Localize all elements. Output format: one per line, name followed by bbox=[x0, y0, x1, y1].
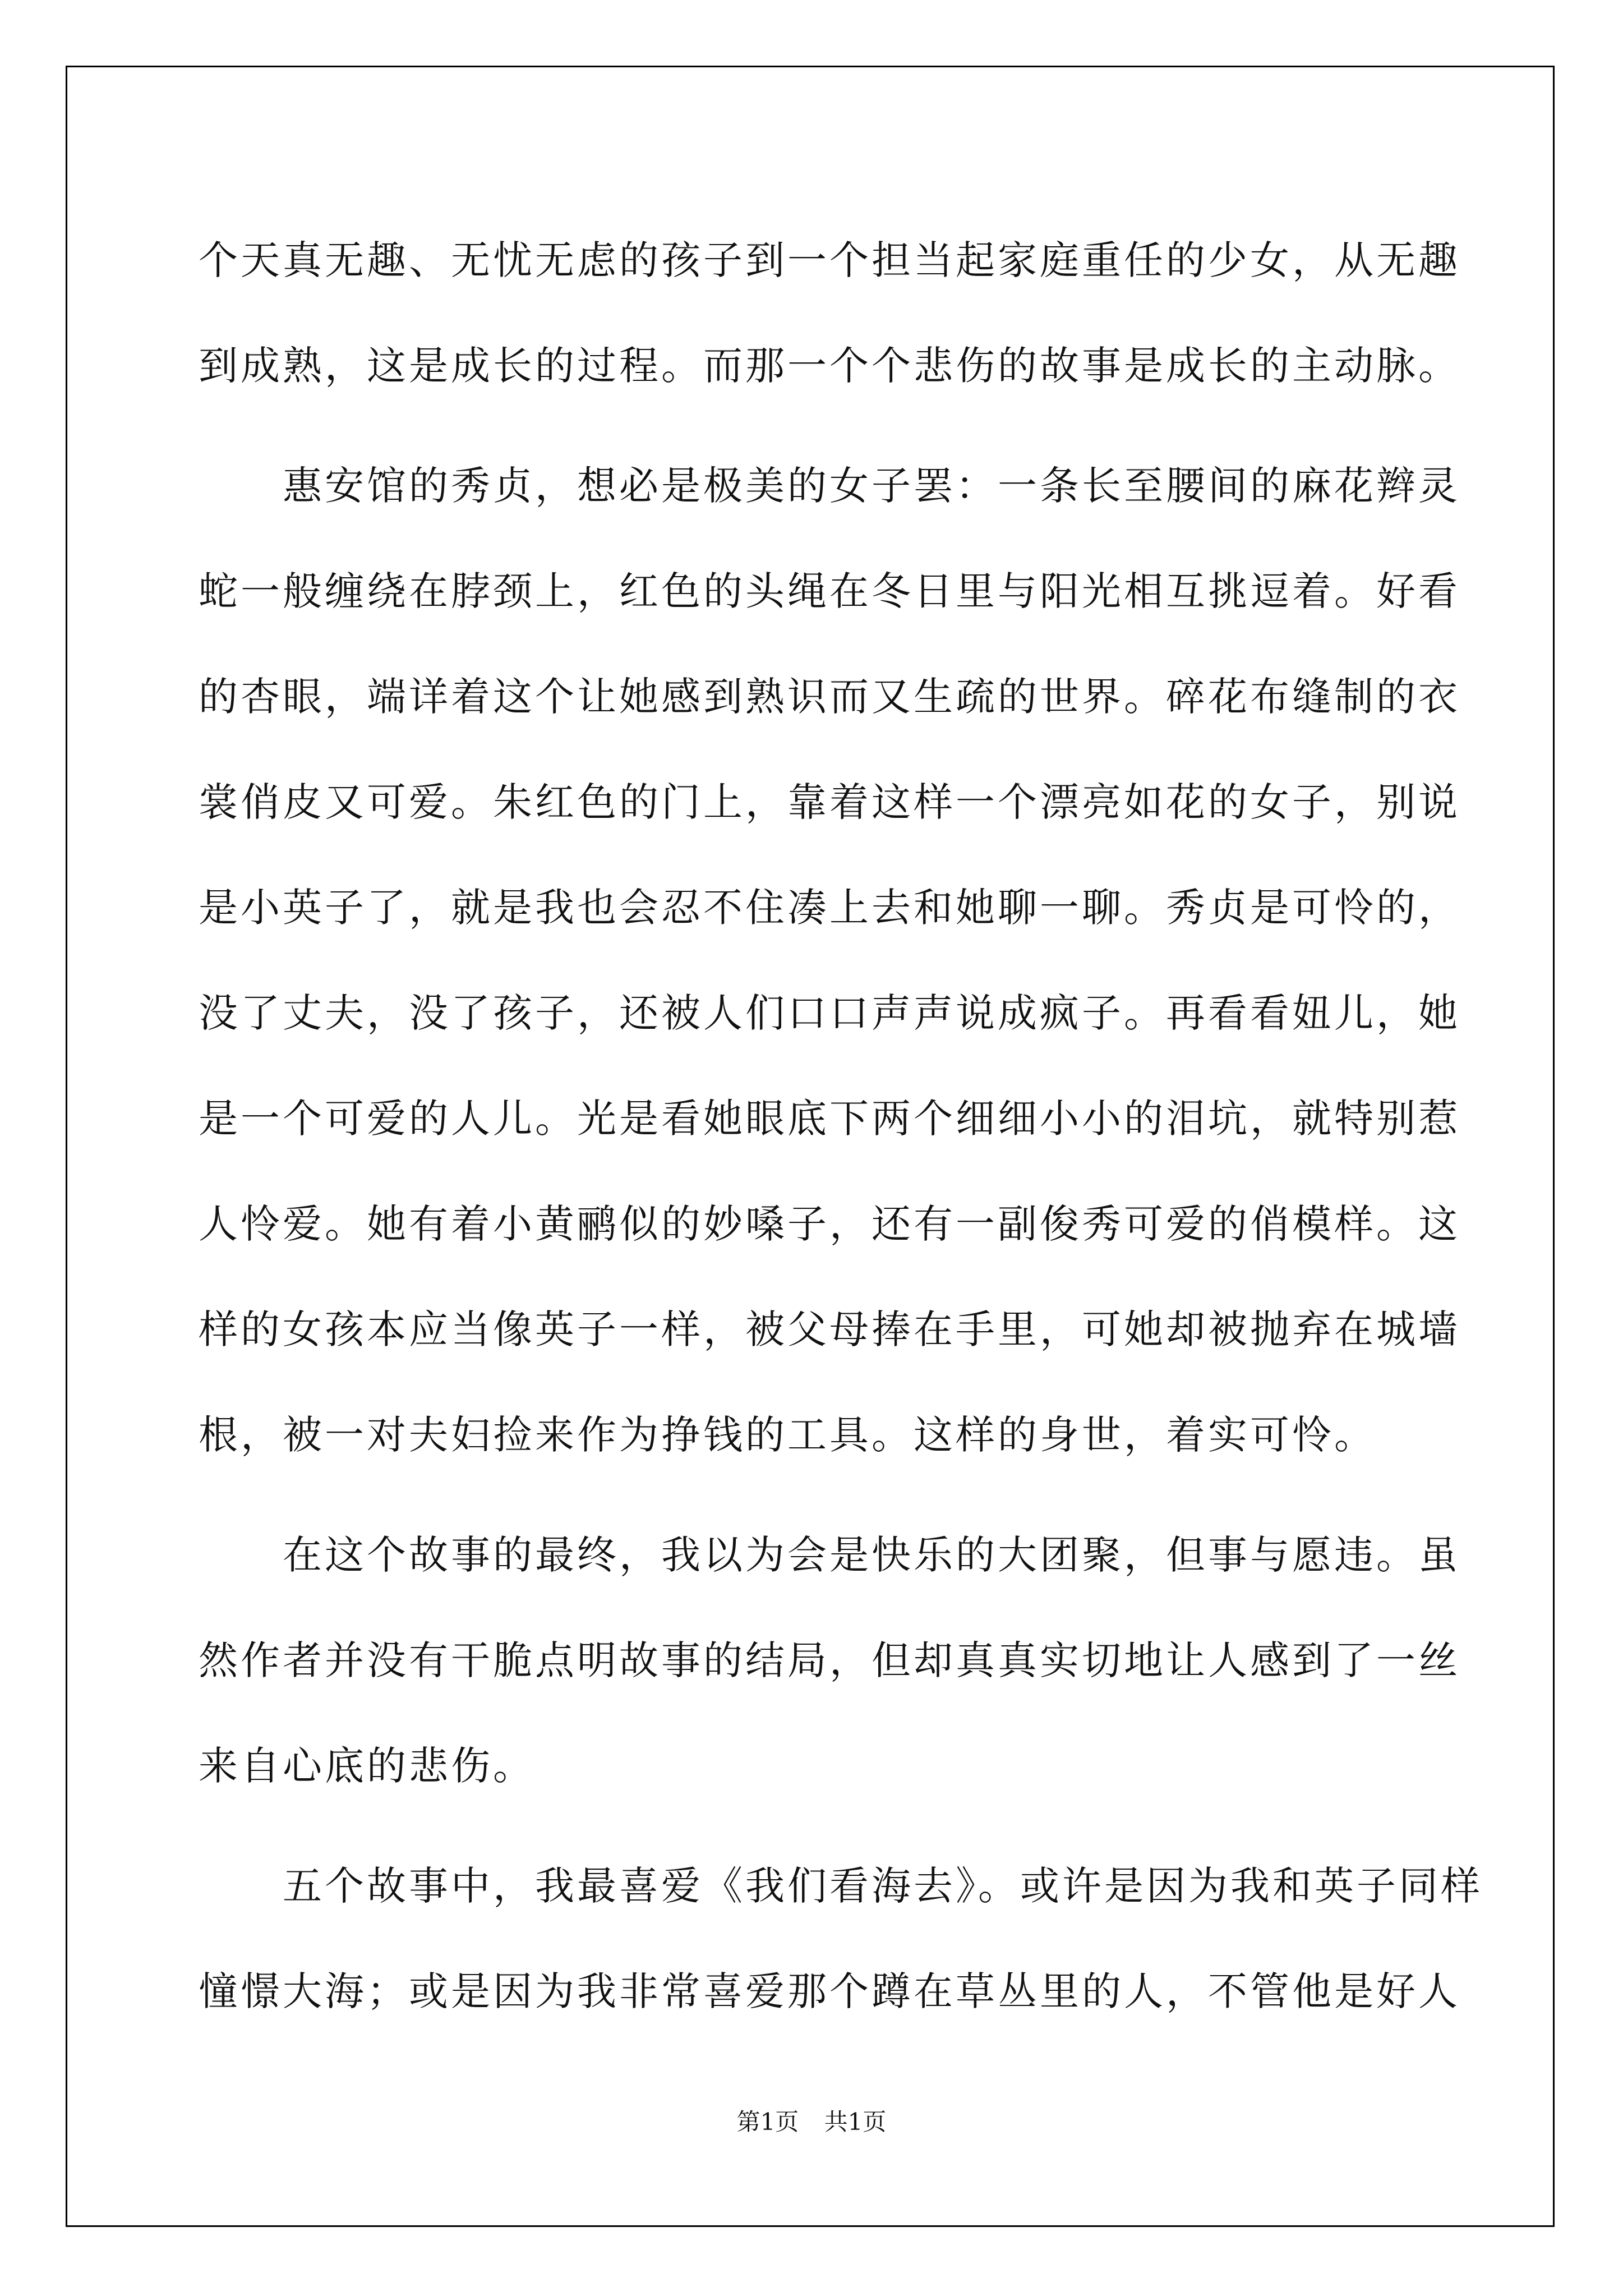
text-line: 个天真无趣、无忧无虑的孩子到一个担当起家庭重任的少女，从无趣 bbox=[199, 237, 1460, 283]
text-line: 然作者并没有干脆点明故事的结局，但却真真实切地让人感到了一丝 bbox=[199, 1637, 1460, 1683]
text-line: 是小英子了，就是我也会忍不住凑上去和她聊一聊。秀贞是可怜的， bbox=[199, 885, 1460, 931]
text-line: 五个故事中，我最喜爱《我们看海去》。或许是因为我和英子同样 bbox=[283, 1863, 1483, 1909]
text-line: 惠安馆的秀贞，想必是极美的女子罢：一条长至腰间的麻花辫灵 bbox=[283, 463, 1460, 509]
paragraph bbox=[199, 1833, 1483, 2044]
text-line: 裳俏皮又可爱。朱红色的门上，靠着这样一个漂亮如花的女子，别说 bbox=[199, 779, 1460, 825]
text-line: 是一个可爱的人儿。光是看她眼底下两个细细小小的泪坑，就特别惹 bbox=[199, 1096, 1460, 1142]
page-total: 共1页 bbox=[824, 2108, 887, 2136]
text-line: 憧憬大海；或是因为我非常喜爱那个蹲在草丛里的人，不管他是好人 bbox=[199, 1968, 1460, 2014]
text-line: 没了丈夫，没了孩子，还被人们口口声声说成疯子。再看看妞儿，她 bbox=[199, 990, 1460, 1036]
document-body bbox=[199, 208, 1483, 2059]
text-line: 的杏眼，端详着这个让她感到熟识而又生疏的世界。碎花布缝制的衣 bbox=[199, 674, 1460, 720]
paragraph bbox=[199, 208, 1460, 418]
text-line: 在这个故事的最终，我以为会是快乐的大团聚，但事与愿违。虽 bbox=[283, 1532, 1460, 1578]
page-footer bbox=[0, 2104, 1623, 2137]
text-line: 蛇一般缠绕在脖颈上，红色的头绳在冬日里与阳光相互挑逗着。好看 bbox=[199, 568, 1460, 614]
text-line: 样的女孩本应当像英子一样，被父母捧在手里，可她却被抛弃在城墙 bbox=[199, 1306, 1460, 1352]
text-line: 人怜爱。她有着小黄鹂似的妙嗓子，还有一副俊秀可爱的俏模样。这 bbox=[199, 1201, 1460, 1247]
paragraph bbox=[199, 433, 1460, 1488]
page-number: 第1页 bbox=[736, 2108, 799, 2136]
text-line: 根，被一对夫妇捡来作为挣钱的工具。这样的身世，着实可怜。 bbox=[199, 1412, 1376, 1458]
text-line: 来自心底的悲伤。 bbox=[199, 1743, 535, 1789]
text-line: 到成熟，这是成长的过程。而那一个个悲伤的故事是成长的主动脉。 bbox=[199, 343, 1460, 389]
paragraph bbox=[199, 1502, 1460, 1819]
